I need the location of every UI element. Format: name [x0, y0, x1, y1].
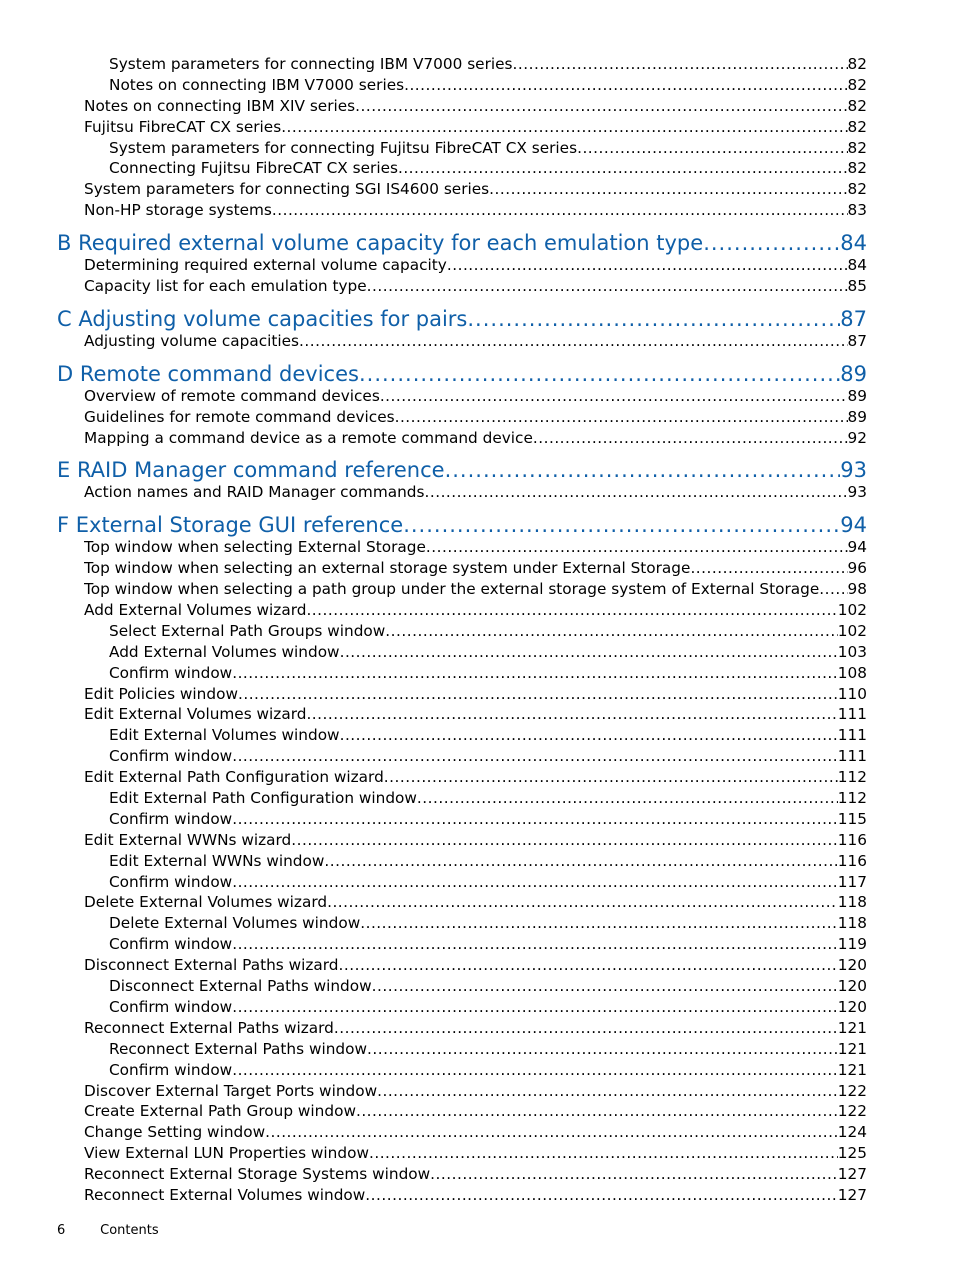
- dot-leader: [359, 362, 840, 386]
- footer-page-number: 6: [57, 1223, 66, 1238]
- dot-leader: [232, 1060, 838, 1081]
- toc-entry-page: 118: [837, 893, 867, 912]
- page-footer: [57, 1223, 159, 1238]
- dot-leader: [533, 428, 848, 449]
- toc-entry-page: 124: [837, 1123, 867, 1142]
- toc-entry[interactable]: [84, 893, 867, 914]
- toc-entry-page: 89: [847, 407, 867, 426]
- toc-entry-title: Disconnect External Paths window: [109, 977, 372, 996]
- toc-entry-page: 120: [837, 997, 867, 1016]
- toc-entry-title: Edit External Path Configuration window: [109, 789, 417, 808]
- dot-leader: [703, 231, 840, 255]
- toc-entry-title: Action names and RAID Manager commands: [84, 483, 425, 502]
- toc-entry-title: Select External Path Groups window: [109, 621, 386, 640]
- toc-entry[interactable]: [84, 1143, 867, 1164]
- toc-entry[interactable]: [109, 788, 867, 809]
- dot-leader: [404, 75, 847, 96]
- dot-leader: [334, 1018, 838, 1039]
- dot-leader: [232, 934, 838, 955]
- dot-leader: [232, 809, 838, 830]
- toc-entry-page: 112: [837, 789, 867, 808]
- toc-entry[interactable]: [84, 255, 867, 276]
- dot-leader: [384, 767, 838, 788]
- toc-entry-title: Delete External Volumes window: [109, 914, 361, 933]
- toc-entry-title: Top window when selecting External Storage: [84, 538, 426, 557]
- table-of-contents: [0, 54, 954, 1206]
- toc-entry-page: 112: [837, 768, 867, 787]
- toc-entry-page: 89: [847, 386, 867, 405]
- toc-entry-title: Fujitsu FibreCAT CX series: [84, 117, 282, 136]
- toc-entry[interactable]: [84, 482, 867, 503]
- toc-entry-page: 111: [837, 747, 867, 766]
- toc-entry-title: Confirm window: [109, 663, 233, 682]
- toc-entry-title: System parameters for connecting IBM V7000 series: [109, 54, 513, 73]
- dot-leader: [360, 913, 838, 934]
- toc-entry-page: 82: [847, 75, 867, 94]
- toc-entry[interactable]: [109, 642, 867, 663]
- toc-entry[interactable]: [109, 913, 867, 934]
- toc-entry[interactable]: [84, 117, 867, 138]
- toc-entry[interactable]: [84, 579, 867, 600]
- toc-entry-page: 102: [837, 621, 867, 640]
- dot-leader: [232, 663, 838, 684]
- toc-entry-page: 96: [847, 559, 867, 578]
- toc-entry[interactable]: [84, 1018, 867, 1039]
- toc-entry-page: 122: [837, 1102, 867, 1121]
- toc-entry[interactable]: [109, 997, 867, 1018]
- toc-entry[interactable]: [109, 621, 867, 642]
- toc-entry-title: E RAID Manager command reference: [57, 458, 445, 483]
- dot-leader: [232, 746, 838, 767]
- dot-leader: [306, 600, 837, 621]
- dot-leader: [398, 158, 848, 179]
- toc-entry[interactable]: [84, 684, 867, 705]
- dot-leader: [265, 1122, 838, 1143]
- toc-entry[interactable]: [109, 138, 867, 159]
- toc-entry-page: 108: [837, 663, 867, 682]
- dot-leader: [513, 54, 848, 75]
- toc-entry-page: 111: [837, 726, 867, 745]
- toc-entry[interactable]: [84, 200, 867, 221]
- dot-leader: [299, 331, 848, 352]
- toc-entry[interactable]: [109, 75, 867, 96]
- toc-entry-title: D Remote command devices: [57, 361, 359, 386]
- dot-leader: [380, 386, 848, 407]
- toc-entry-page: 89: [840, 361, 867, 386]
- toc-entry[interactable]: [84, 179, 867, 200]
- toc-entry-page: 82: [847, 96, 867, 115]
- toc-entry-page: 120: [837, 977, 867, 996]
- toc-entry-title: Discover External Target Ports window: [84, 1081, 378, 1100]
- toc-entry-title: Add External Volumes wizard: [84, 601, 307, 620]
- toc-entry-page: 127: [837, 1185, 867, 1204]
- toc-entry[interactable]: [109, 54, 867, 75]
- toc-entry-title: C Adjusting volume capacities for pairs: [57, 306, 468, 331]
- dot-leader: [377, 1081, 838, 1102]
- toc-entry[interactable]: [109, 976, 867, 997]
- toc-entry-page: 94: [847, 538, 867, 557]
- toc-entry-title: Overview of remote command devices: [84, 386, 380, 405]
- dot-leader: [232, 872, 838, 893]
- toc-entry[interactable]: [84, 1185, 867, 1206]
- toc-entry-page: 121: [837, 1060, 867, 1079]
- toc-entry-title: Edit External WWNs window: [109, 851, 325, 870]
- toc-entry-title: Confirm window: [109, 872, 233, 891]
- toc-entry[interactable]: [84, 428, 867, 449]
- toc-entry-title: Reconnect External Volumes window: [84, 1185, 366, 1204]
- toc-entry-page: 84: [840, 231, 867, 256]
- toc-entry-title: Edit External Path Configuration wizard: [84, 768, 384, 787]
- toc-entry[interactable]: [84, 704, 867, 725]
- toc-entry-title: Notes on connecting IBM V7000 series: [109, 75, 405, 94]
- toc-entry-page: 111: [837, 705, 867, 724]
- toc-entry-page: 118: [837, 914, 867, 933]
- toc-entry-title: F External Storage GUI reference: [57, 513, 404, 538]
- toc-entry-title: Top window when selecting a path group under the external storage system of External Storage: [84, 580, 820, 599]
- toc-entry-page: 102: [837, 601, 867, 620]
- toc-entry[interactable]: [109, 663, 867, 684]
- toc-entry-page: 82: [847, 180, 867, 199]
- toc-entry[interactable]: [109, 158, 867, 179]
- toc-entry[interactable]: [84, 1122, 867, 1143]
- toc-entry-title: Confirm window: [109, 747, 233, 766]
- toc-entry[interactable]: [109, 934, 867, 955]
- toc-entry[interactable]: [84, 331, 867, 352]
- dot-leader: [340, 725, 838, 746]
- dot-leader: [238, 684, 838, 705]
- toc-entry-title: Capacity list for each emulation type: [84, 277, 367, 295]
- toc-entry-page: 92: [847, 428, 867, 447]
- toc-entry-title: Confirm window: [109, 809, 233, 828]
- toc-entry[interactable]: [109, 1039, 867, 1060]
- toc-entry-title: Confirm window: [109, 1060, 233, 1079]
- dot-leader: [365, 1185, 838, 1206]
- dot-leader: [690, 558, 847, 579]
- dot-leader: [372, 976, 838, 997]
- toc-chapter-entry[interactable]: [57, 299, 867, 331]
- dot-leader: [327, 893, 838, 914]
- dot-leader: [395, 407, 848, 428]
- toc-entry-page: 82: [847, 54, 867, 73]
- toc-entry[interactable]: [109, 851, 867, 872]
- toc-entry-title: Disconnect External Paths wizard: [84, 956, 339, 975]
- toc-entry-title: Guidelines for remote command devices: [84, 407, 395, 426]
- dot-leader: [369, 1143, 838, 1164]
- dot-leader: [445, 458, 841, 482]
- toc-entry-title: Adjusting volume capacities: [84, 331, 300, 350]
- toc-entry[interactable]: [84, 407, 867, 428]
- toc-entry[interactable]: [84, 537, 867, 558]
- toc-entry-page: 117: [837, 872, 867, 891]
- toc-entry-title: Reconnect External Paths wizard: [84, 1018, 334, 1037]
- toc-entry[interactable]: [84, 276, 867, 297]
- dot-leader: [281, 117, 847, 138]
- toc-entry-page: 127: [837, 1165, 867, 1184]
- toc-chapter-entry[interactable]: [57, 450, 867, 482]
- toc-entry-page: 83: [847, 201, 867, 220]
- toc-chapter-entry[interactable]: [57, 354, 867, 386]
- toc-chapter-entry[interactable]: [57, 505, 867, 537]
- toc-entry[interactable]: [84, 600, 867, 621]
- dot-leader: [367, 276, 848, 297]
- toc-entry[interactable]: [84, 96, 867, 117]
- toc-entry[interactable]: [109, 809, 867, 830]
- toc-entry-title: Reconnect External Storage Systems window: [84, 1165, 431, 1184]
- toc-entry-page: 121: [837, 1018, 867, 1037]
- toc-entry-page: 94: [840, 513, 867, 538]
- toc-entry-page: 93: [847, 483, 867, 502]
- toc-entry-title: Confirm window: [109, 935, 233, 954]
- toc-entry[interactable]: [84, 1101, 867, 1122]
- toc-entry[interactable]: [84, 767, 867, 788]
- toc-entry[interactable]: [84, 830, 867, 851]
- toc-entry-page: 84: [847, 256, 867, 275]
- toc-entry-page: 122: [837, 1081, 867, 1100]
- toc-entry-title: Reconnect External Paths window: [109, 1039, 367, 1058]
- dot-leader: [424, 482, 847, 503]
- toc-entry-page: 82: [847, 159, 867, 178]
- dot-leader: [426, 537, 848, 558]
- dot-leader: [367, 1039, 838, 1060]
- dot-leader: [356, 1101, 838, 1122]
- toc-entry-page: 103: [837, 642, 867, 661]
- toc-entry-title: Delete External Volumes wizard: [84, 893, 328, 912]
- dot-leader: [291, 830, 838, 851]
- dot-leader: [489, 179, 847, 200]
- toc-entry-title: Add External Volumes window: [109, 642, 340, 661]
- toc-entry[interactable]: [109, 872, 867, 893]
- dot-leader: [324, 851, 837, 872]
- toc-entry-title: System parameters for connecting Fujitsu FibreCAT CX series: [109, 138, 578, 157]
- toc-entry[interactable]: [84, 955, 867, 976]
- toc-entry-title: Edit Policies window: [84, 684, 238, 703]
- toc-entry-title: B Required external volume capacity for each emulation type: [57, 231, 704, 256]
- toc-entry-page: 87: [847, 331, 867, 350]
- toc-entry-page: 85: [847, 277, 867, 295]
- toc-entry-title: Edit External Volumes wizard: [84, 705, 307, 724]
- footer-section-label: Contents: [100, 1223, 159, 1238]
- dot-leader: [232, 997, 838, 1018]
- toc-entry-page: 110: [837, 684, 867, 703]
- dot-leader: [447, 255, 848, 276]
- dot-leader: [272, 200, 848, 221]
- toc-entry-title: System parameters for connecting SGI IS4600 series: [84, 180, 490, 199]
- toc-chapter-entry[interactable]: [57, 223, 867, 255]
- dot-leader: [577, 138, 847, 159]
- toc-entry-page: 125: [837, 1144, 867, 1163]
- dot-leader: [385, 621, 838, 642]
- toc-entry-page: 82: [847, 117, 867, 136]
- toc-entry[interactable]: [109, 1060, 867, 1081]
- dot-leader: [355, 96, 847, 117]
- toc-entry-title: Connecting Fujitsu FibreCAT CX series: [109, 159, 398, 178]
- toc-entry-page: 87: [840, 306, 867, 331]
- dot-leader: [403, 513, 840, 537]
- toc-entry-page: 115: [837, 809, 867, 828]
- dot-leader: [417, 788, 838, 809]
- toc-entry-title: Confirm window: [109, 997, 233, 1016]
- toc-entry-title: View External LUN Properties window: [84, 1144, 369, 1163]
- toc-entry-page: 93: [840, 458, 867, 483]
- toc-entry[interactable]: [84, 1164, 867, 1185]
- toc-entry[interactable]: [109, 725, 867, 746]
- toc-entry-title: Edit External Volumes window: [109, 726, 340, 745]
- toc-entry-title: Create External Path Group window: [84, 1102, 356, 1121]
- dot-leader: [467, 307, 840, 331]
- dot-leader: [430, 1164, 838, 1185]
- dot-leader: [340, 642, 838, 663]
- dot-leader: [339, 955, 838, 976]
- toc-entry-title: Change Setting window: [84, 1123, 266, 1142]
- toc-entry-title: Top window when selecting an external storage system under External Storage: [84, 559, 691, 578]
- dot-leader: [306, 704, 837, 725]
- toc-entry-title: Notes on connecting IBM XIV series: [84, 96, 356, 115]
- toc-entry[interactable]: [84, 558, 867, 579]
- toc-entry[interactable]: [84, 1081, 867, 1102]
- toc-entry-title: Non-HP storage systems: [84, 201, 272, 220]
- toc-entry-page: 116: [837, 830, 867, 849]
- toc-entry-page: 120: [837, 956, 867, 975]
- toc-entry-title: Determining required external volume capacity: [84, 256, 447, 275]
- toc-entry-title: Mapping a command device as a remote command device: [84, 428, 533, 447]
- toc-entry[interactable]: [84, 386, 867, 407]
- dot-leader: [819, 579, 847, 600]
- toc-entry[interactable]: [109, 746, 867, 767]
- toc-entry-page: 119: [837, 935, 867, 954]
- toc-entry-page: 116: [837, 851, 867, 870]
- toc-entry-page: 98: [847, 580, 867, 599]
- toc-entry-page: 121: [837, 1039, 867, 1058]
- toc-entry-title: Edit External WWNs wizard: [84, 830, 292, 849]
- toc-entry-page: 82: [847, 138, 867, 157]
